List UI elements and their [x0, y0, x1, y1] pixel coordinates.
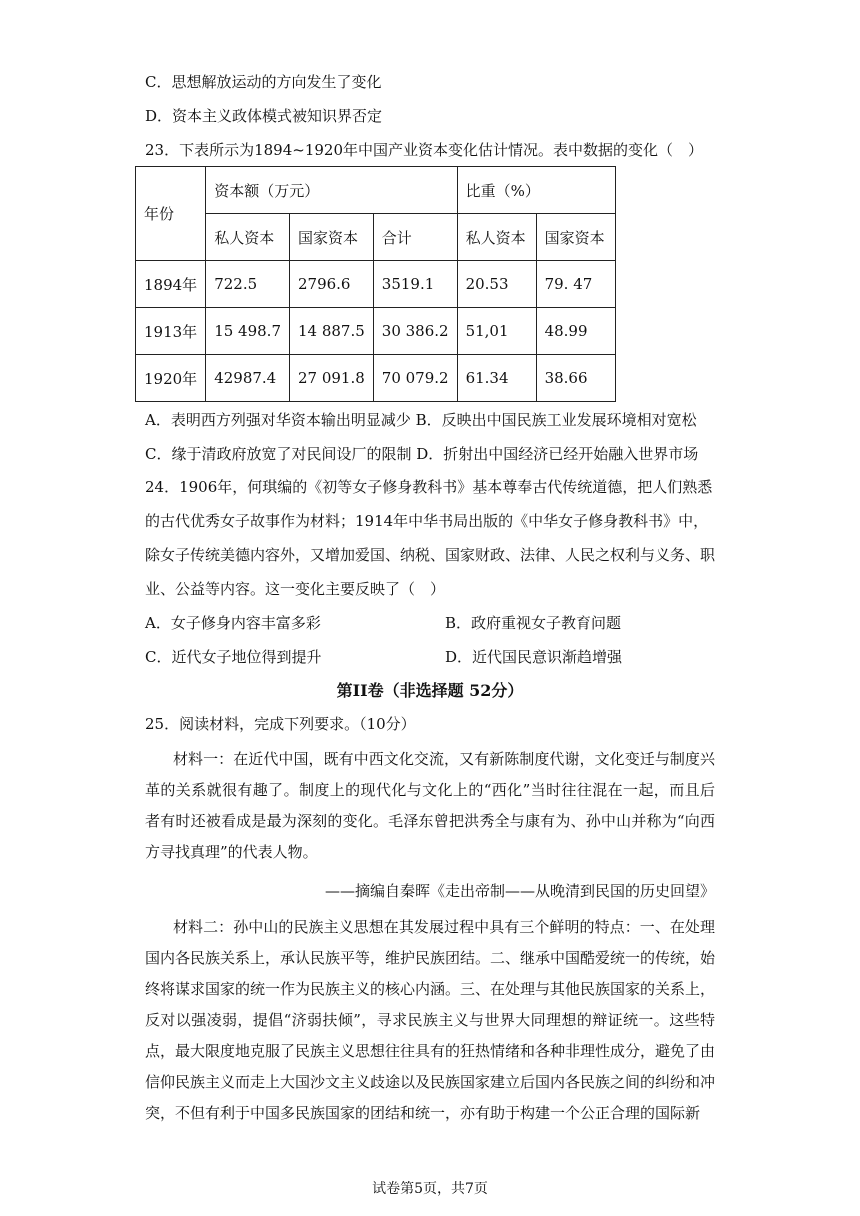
cell: 51,01	[457, 308, 536, 355]
capital-table	[135, 166, 616, 402]
q24-line-2: 的古代优秀女子故事作为材料；1914年中华书局出版的《中华女子修身教科书》中，	[145, 512, 709, 530]
cell: 722.5	[206, 261, 290, 308]
q24-line-4: 业、公益等内容。这一变化主要反映了（ ）	[145, 580, 446, 598]
row-year: 1913年	[136, 308, 206, 355]
cell: 15 498.7	[206, 308, 290, 355]
q24-option-b: B．政府重视女子教育问题	[445, 614, 622, 632]
cell: 27 091.8	[289, 355, 373, 402]
cell: 61.34	[457, 355, 536, 402]
cell: 38.66	[536, 355, 615, 402]
material-1-source: ——摘编自秦晖《走出帝制——从晚清到民国的历史回望》	[324, 882, 715, 900]
cell: 3519.1	[373, 261, 457, 308]
material-1: 材料一：在近代中国，既有中西文化交流，又有新陈制度代谢，文化变迁与制度兴革的关系就很有趣了。制度上的现代化与文化上的“西化”当时往往混在一起，而且后者有时还被看成是最为深刻的变化。毛泽东曾把洪秀全与康有为、孙中山并称为“向西方寻找真理”的代表人物。	[145, 750, 715, 861]
cell: 70 079.2	[373, 355, 457, 402]
subheader-private-capital: 私人资本	[206, 214, 290, 261]
row-year: 1894年	[136, 261, 206, 308]
q23-options-cd: C．缘于清政府放宽了对民间设厂的限制 D．折射出中国经济已经开始融入世界市场	[145, 445, 699, 463]
cell: 2796.6	[289, 261, 373, 308]
q24-line-3: 除女子传统美德内容外，又增加爱国、纳税、国家财政、法律、人民之权利与义务、职	[145, 546, 716, 564]
cell: 79. 47	[536, 261, 615, 308]
page-footer: 试卷第5页，共7页	[372, 1181, 488, 1197]
q22-option-d: D．资本主义政体模式被知识界否定	[145, 107, 383, 125]
subheader-private-ratio: 私人资本	[457, 214, 536, 261]
q24-option-c: C．近代女子地位得到提升	[145, 648, 322, 666]
cell: 48.99	[536, 308, 615, 355]
table-row	[136, 355, 616, 402]
subheader-total: 合计	[373, 214, 457, 261]
q24-option-a: A．女子修身内容丰富多彩	[145, 614, 321, 632]
table-row	[136, 261, 616, 308]
q25-stem: 25．阅读材料，完成下列要求。（10分）	[145, 715, 416, 733]
material-2: 材料二：孙中山的民族主义思想在其发展过程中具有三个鲜明的特点：一、在处理国内各民族关系上，承认民族平等，维护民族团结。二、继承中国酷爱统一的传统，始终将谋求国家的统一作为民族主义的核心内涵。三、在处理与其他民族国家的关系上，反对以强凌弱，提倡“济弱扶倾”，寻求民族主义与世界大同理想的辩证统一。这些特点，最大限度地克服了民族主义思想往往具有的狂热情绪和各种非理性成分，避免了由信仰民族主义而走上大国沙文主义歧途以及民族国家建立后国内各民族之间的纠纷和冲突，不但有利于中国多民族国家的团结和统一，亦有助于构建一个公正合理的国际新	[145, 918, 716, 1122]
table-row	[136, 308, 616, 355]
capital-header: 资本额（万元）	[206, 167, 457, 214]
cell: 14 887.5	[289, 308, 373, 355]
section-title: 第II卷（非选择题 52分）	[336, 681, 524, 700]
q24-line-1: 24．1906年，何琪编的《初等女子修身教科书》基本尊奉古代传统道德，把人们熟悉	[145, 478, 713, 496]
q22-option-c: C．思想解放运动的方向发生了变化	[145, 73, 382, 91]
row-year: 1920年	[136, 355, 206, 402]
subheader-state-ratio: 国家资本	[536, 214, 615, 261]
ratio-header: 比重（%）	[457, 167, 615, 214]
cell: 30 386.2	[373, 308, 457, 355]
subheader-state-capital: 国家资本	[289, 214, 373, 261]
q23-stem: 23．下表所示为1894~1920年中国产业资本变化估计情况。表中数据的变化（ ）	[145, 141, 704, 159]
q24-option-d: D．近代国民意识渐趋增强	[445, 648, 623, 666]
q23-options-ab: A．表明西方列强对华资本输出明显减少 B．反映出中国民族工业发展环境相对宽松	[145, 411, 697, 429]
cell: 20.53	[457, 261, 536, 308]
year-header: 年份	[136, 167, 206, 261]
cell: 42987.4	[206, 355, 290, 402]
